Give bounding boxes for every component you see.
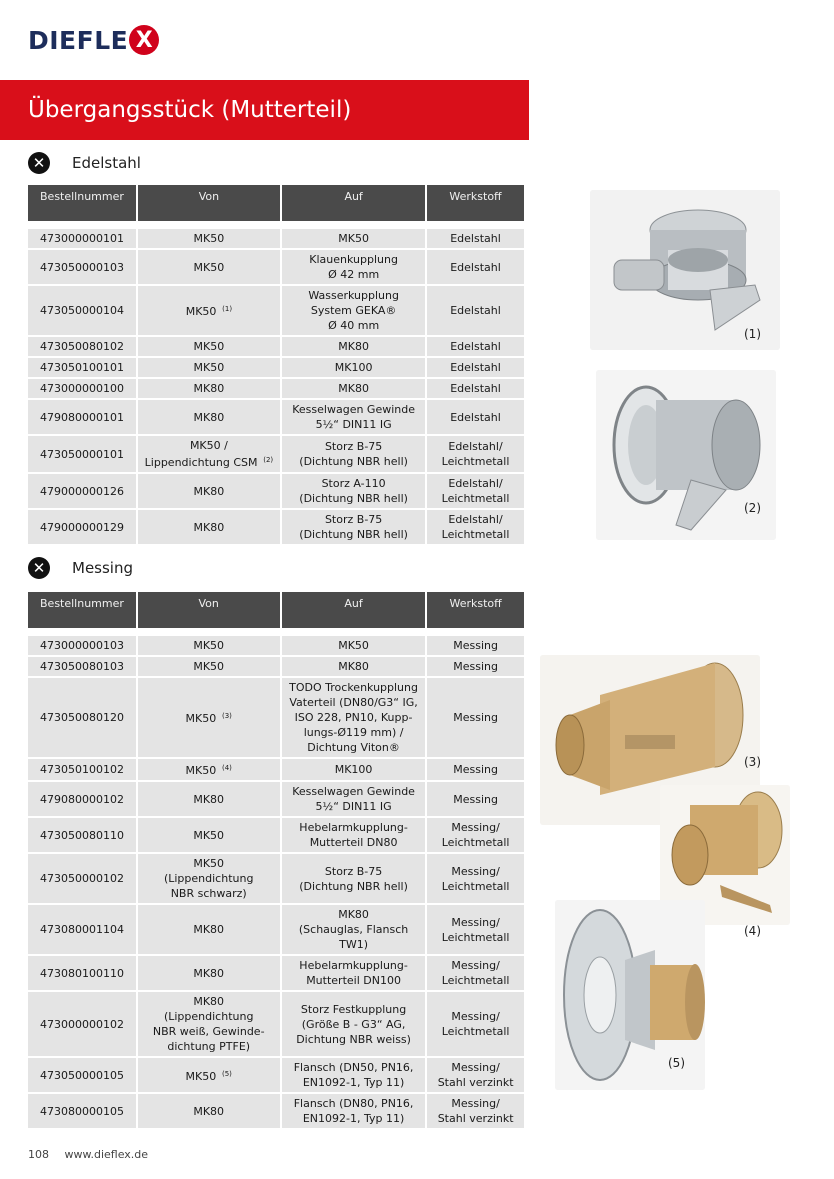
col-header-auf: Auf [282, 185, 425, 221]
cell-bestellnummer: 479000000126 [28, 474, 136, 508]
cell-bestellnummer: 473080100110 [28, 956, 136, 990]
cell-auf: Klauenkupplung Ø 42 mm [282, 250, 425, 284]
cell-werkstoff: Edelstahl/ Leichtmetall [427, 474, 524, 508]
table-row [28, 337, 524, 356]
cell-von: MK50 $^{(5)}$ [138, 1058, 280, 1092]
cell-werkstoff: Edelstahl [427, 286, 524, 335]
cell-bestellnummer: 473050000105 [28, 1058, 136, 1092]
col-header-auf: Auf [282, 592, 425, 628]
cell-werkstoff: Edelstahl/ Leichtmetall [427, 436, 524, 472]
caption-4: (4) [744, 924, 761, 938]
cell-werkstoff: Messing [427, 759, 524, 780]
cell-von: MK50 [138, 250, 281, 284]
cell-bestellnummer: 473050000102 [28, 854, 136, 903]
table-row [28, 956, 524, 990]
table-row [28, 854, 524, 903]
cell-von: MK50 [138, 337, 281, 356]
cell-von: MK50 (Lippendichtung NBR schwarz) [138, 854, 280, 903]
cell-von: MK50 [138, 818, 280, 852]
page-number: 108 [28, 1148, 49, 1161]
cell-von: MK80 [138, 956, 280, 990]
cell-von: MK80 (Lippendichtung NBR weiß, Gewinde- dichtung PTFE) [138, 992, 280, 1056]
cell-auf: Storz B-75 (Dichtung NBR hell) [282, 854, 425, 903]
cell-auf: MK80 [282, 657, 425, 676]
cell-auf: Flansch (DN50, PN16, EN1092-1, Typ 11) [282, 1058, 425, 1092]
table-row [28, 1058, 524, 1092]
brand-x-icon: X [129, 25, 159, 55]
table-edelstahl [26, 183, 526, 546]
col-header-bestellnummer: Bestellnummer [28, 185, 136, 221]
cell-werkstoff: Edelstahl [427, 379, 524, 398]
cell-werkstoff: Messing/ Stahl verzinkt [427, 1058, 524, 1092]
cell-auf: TODO Trockenkupplung Vaterteil (DN80/G3“ IG, ISO 228, PN10, Kupp- lungs-Ø119 mm) / Dichtung Viton® [282, 678, 425, 757]
section-label: Messing [72, 559, 133, 577]
cell-bestellnummer: 473050080110 [28, 818, 136, 852]
cell-werkstoff: Edelstahl [427, 229, 524, 248]
caption-5: (5) [668, 1056, 685, 1070]
brand-logo [28, 24, 159, 56]
cell-bestellnummer: 473050000103 [28, 250, 136, 284]
brand-name: DIEFLE [28, 25, 129, 55]
caption-2: (2) [744, 501, 761, 515]
table-row [28, 229, 524, 248]
spacer-row [28, 223, 524, 227]
table-body [28, 223, 524, 544]
table-row [28, 657, 524, 676]
cell-bestellnummer: 473000000103 [28, 636, 136, 655]
cell-auf: Storz A-110 (Dichtung NBR hell) [282, 474, 425, 508]
col-header-bestellnummer: Bestellnummer [28, 592, 136, 628]
cell-auf: Storz B-75 (Dichtung NBR hell) [282, 436, 425, 472]
col-header-von: Von [138, 185, 281, 221]
page-title: Übergangsstück (Mutterteil) [0, 80, 529, 140]
cell-werkstoff: Messing [427, 657, 524, 676]
cell-bestellnummer: 473080001104 [28, 905, 136, 954]
cell-werkstoff: Messing/ Leichtmetall [427, 818, 524, 852]
cell-werkstoff: Edelstahl [427, 250, 524, 284]
product-image-1 [590, 190, 780, 350]
footnote-ref: (3) [219, 712, 232, 720]
cell-bestellnummer: 473080000105 [28, 1094, 136, 1128]
cell-bestellnummer: 473000000100 [28, 379, 136, 398]
table-row [28, 286, 524, 335]
cell-bestellnummer: 473000000101 [28, 229, 136, 248]
page-footer [28, 1148, 148, 1161]
cell-auf: Wasserkupplung System GEKA® Ø 40 mm [282, 286, 425, 335]
table-row [28, 759, 524, 780]
table-row [28, 474, 524, 508]
cell-von: MK50 $^{(3)}$ [138, 678, 280, 757]
cell-werkstoff: Messing/ Leichtmetall [427, 854, 524, 903]
cell-bestellnummer: 479080000101 [28, 400, 136, 434]
spacer-row [28, 630, 524, 634]
cell-auf: Kesselwagen Gewinde 5½“ DIN11 IG [282, 400, 425, 434]
cell-bestellnummer: 473050080103 [28, 657, 136, 676]
cell-werkstoff: Edelstahl/ Leichtmetall [427, 510, 524, 544]
x-circle-icon: ✕ [28, 557, 50, 579]
col-header-werkstoff: Werkstoff [427, 592, 524, 628]
table-row [28, 400, 524, 434]
cell-bestellnummer: 473050000104 [28, 286, 136, 335]
x-circle-icon: ✕ [28, 152, 50, 174]
cell-von: MK50 / Lippendichtung CSM $^{(2)}$ [138, 436, 281, 472]
cell-bestellnummer: 473000000102 [28, 992, 136, 1056]
cell-von: MK50 [138, 657, 280, 676]
cell-auf: Kesselwagen Gewinde 5½“ DIN11 IG [282, 782, 425, 816]
cell-auf: MK80 [282, 337, 425, 356]
cell-auf: MK80 (Schauglas, Flansch TW1) [282, 905, 425, 954]
table-row [28, 510, 524, 544]
section-header-messing [28, 556, 133, 580]
caption-1: (1) [744, 327, 761, 341]
table-row [28, 1094, 524, 1128]
cell-auf: Storz Festkupplung (Größe B - G3“ AG, Dichtung NBR weiss) [282, 992, 425, 1056]
cell-von: MK80 [138, 510, 281, 544]
section-label: Edelstahl [72, 154, 141, 172]
table-row [28, 636, 524, 655]
cell-auf: Hebelarmkupplung- Mutterteil DN100 [282, 956, 425, 990]
cell-von: MK80 [138, 379, 281, 398]
cell-bestellnummer: 473050080102 [28, 337, 136, 356]
table-body [28, 630, 524, 1128]
cell-von: MK50 [138, 636, 280, 655]
cell-von: MK50 [138, 358, 281, 377]
section-header-edelstahl [28, 151, 141, 175]
cell-bestellnummer: 473050100102 [28, 759, 136, 780]
table-row [28, 818, 524, 852]
footer-url: www.dieflex.de [64, 1148, 149, 1161]
cell-auf: MK100 [282, 759, 425, 780]
cell-auf: Hebelarmkupplung- Mutterteil DN80 [282, 818, 425, 852]
cell-auf: MK50 [282, 229, 425, 248]
table-row [28, 250, 524, 284]
caption-3: (3) [744, 755, 761, 769]
cell-werkstoff: Edelstahl [427, 337, 524, 356]
cell-werkstoff: Messing/ Leichtmetall [427, 992, 524, 1056]
cell-bestellnummer: 479000000129 [28, 510, 136, 544]
table-messing [26, 590, 526, 1130]
table-row [28, 992, 524, 1056]
cell-werkstoff: Messing [427, 636, 524, 655]
table-row [28, 358, 524, 377]
cell-von: MK80 [138, 782, 280, 816]
cell-werkstoff: Edelstahl [427, 400, 524, 434]
cell-bestellnummer: 479080000102 [28, 782, 136, 816]
footnote-ref: (5) [219, 1069, 232, 1078]
table-header-row [28, 592, 524, 628]
cell-bestellnummer: 473050080120 [28, 678, 136, 757]
cell-werkstoff: Messing [427, 678, 524, 757]
cell-von: MK50 $^{(1)}$ [138, 286, 281, 335]
cell-auf: MK50 [282, 636, 425, 655]
table-header-row [28, 185, 524, 221]
footnote-ref: (2) [261, 456, 274, 464]
table-row [28, 436, 524, 472]
table-row [28, 905, 524, 954]
table-row [28, 782, 524, 816]
cell-werkstoff: Messing/ Leichtmetall [427, 956, 524, 990]
col-header-werkstoff: Werkstoff [427, 185, 524, 221]
table-row [28, 379, 524, 398]
cell-werkstoff: Messing/ Stahl verzinkt [427, 1094, 524, 1128]
cell-auf: Flansch (DN80, PN16, EN1092-1, Typ 11) [282, 1094, 425, 1128]
cell-von: MK80 [138, 905, 280, 954]
cell-werkstoff: Messing [427, 782, 524, 816]
cell-bestellnummer: 473050100101 [28, 358, 136, 377]
cell-werkstoff: Edelstahl [427, 358, 524, 377]
cell-von: MK50 $^{(4)}$ [138, 759, 280, 780]
footnote-ref: (1) [219, 305, 233, 313]
cell-von: MK80 [138, 474, 281, 508]
cell-bestellnummer: 473050000101 [28, 436, 136, 472]
cell-auf: MK80 [282, 379, 425, 398]
cell-von: MK50 [138, 229, 281, 248]
table-row [28, 678, 524, 757]
col-header-von: Von [138, 592, 280, 628]
cell-von: MK80 [138, 400, 281, 434]
cell-werkstoff: Messing/ Leichtmetall [427, 905, 524, 954]
cell-von: MK80 [138, 1094, 280, 1128]
cell-auf: MK100 [282, 358, 425, 377]
cell-auf: Storz B-75 (Dichtung NBR hell) [282, 510, 425, 544]
footnote-ref: (4) [219, 764, 232, 772]
